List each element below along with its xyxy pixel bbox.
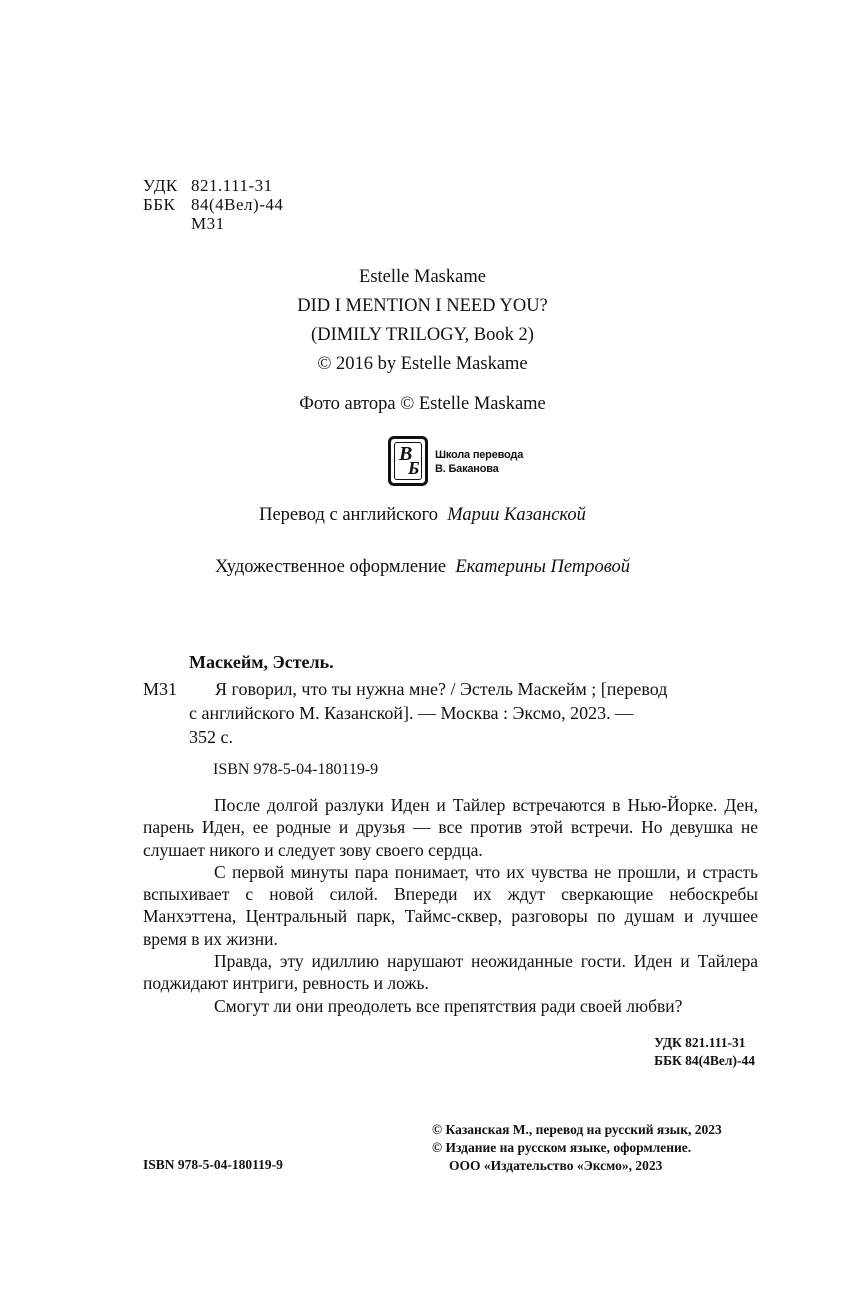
- bbk-line: [143, 195, 283, 214]
- annotation-paragraph-2: С первой минуты пара понимает, что их чувства не прошли, и страсть вспыхивает с новой силой. Впереди их ждут сверкающие небоскребы Манхэттена, Центральный парк, Таймс-сквер, разговоры по душам и лучшее время в их жизни.: [143, 861, 758, 949]
- annotation-paragraph-1: После долгой разлуки Иден и Тайлер встречаются в Нью-Йорке. Ден, парень Иден, ее родные и друзья — все против этой встречи. Но девушка не слушает никого и следует зову своего сердца.: [143, 795, 758, 860]
- logo-text: [435, 448, 523, 476]
- udk-value: 821.111-31: [191, 176, 273, 195]
- copyright-translation: © Казанская М., перевод на русский язык, 2023: [432, 1122, 722, 1137]
- udk-line: [143, 176, 283, 195]
- bbk-label: ББК: [143, 195, 176, 214]
- bbk-value: 84(4Вел)-44: [191, 195, 284, 214]
- logo-monogram-v: В: [399, 443, 413, 465]
- photo-credit: Фото автора © Estelle Maskame: [299, 394, 546, 414]
- bib-author-heading: Маскейм, Эстель.: [189, 652, 334, 672]
- translator-name: Марии Казанской: [447, 505, 586, 525]
- school-of-translation-logo: [388, 436, 528, 488]
- translation-credit: [0, 501, 845, 530]
- school-of-translation-logo-icon: [388, 436, 428, 486]
- classification-bottom: [654, 1034, 755, 1070]
- original-author: Estelle Maskame: [359, 267, 486, 287]
- classification-top: [143, 176, 283, 233]
- footer-copyright: [432, 1121, 722, 1175]
- udk-label: УДК: [143, 176, 178, 195]
- annotation-paragraph-3: Правда, эту идиллию нарушают неожиданные гости. Иден и Тайлера поджидают интриги, ревность и ложь.: [143, 951, 758, 994]
- original-series: (DIMILY TRILOGY, Book 2): [311, 325, 534, 345]
- author-mark-line: [143, 214, 283, 233]
- udk-bottom: УДК 821.111-31: [654, 1035, 746, 1050]
- footer-isbn: ISBN 978-5-04-180119-9: [143, 1157, 283, 1172]
- bib-isbn: ISBN 978-5-04-180119-9: [213, 761, 379, 778]
- logo-line-2: В. Баканова: [435, 463, 499, 475]
- annotation-paragraph-4: Смогут ли они преодолеть все препятствия ради своей любви?: [214, 995, 683, 1016]
- original-title: DID I MENTION I NEED YOU?: [297, 296, 548, 316]
- original-copyright: © 2016 by Estelle Maskame: [317, 354, 528, 374]
- designer-name: Екатерины Петровой: [455, 557, 630, 577]
- author-mark: М31: [191, 214, 225, 233]
- bib-line-1: Я говорил, что ты нужна мне? / Эстель Маскейм ; [перевод: [215, 679, 668, 699]
- copyright-edition: © Издание на русском языке, оформление.: [432, 1140, 692, 1155]
- design-label: Художественное оформление: [215, 557, 447, 577]
- bib-line-2: с английского М. Казанской]. — Москва : Эксмо, 2023. —: [189, 703, 634, 723]
- logo-monogram-b: Б: [408, 458, 420, 478]
- bib-line-3: 352 с.: [189, 727, 233, 747]
- annotation: [143, 794, 758, 1017]
- original-edition: [0, 263, 845, 379]
- translation-label: Перевод с английского: [259, 505, 439, 525]
- design-credit: [0, 553, 845, 582]
- logo-line-1: Школа перевода: [435, 449, 524, 461]
- publisher: ООО «Издательство «Эксмо», 2023: [449, 1158, 663, 1173]
- bbk-bottom: ББК 84(4Вел)-44: [654, 1053, 755, 1068]
- bib-mark: М31: [143, 679, 178, 699]
